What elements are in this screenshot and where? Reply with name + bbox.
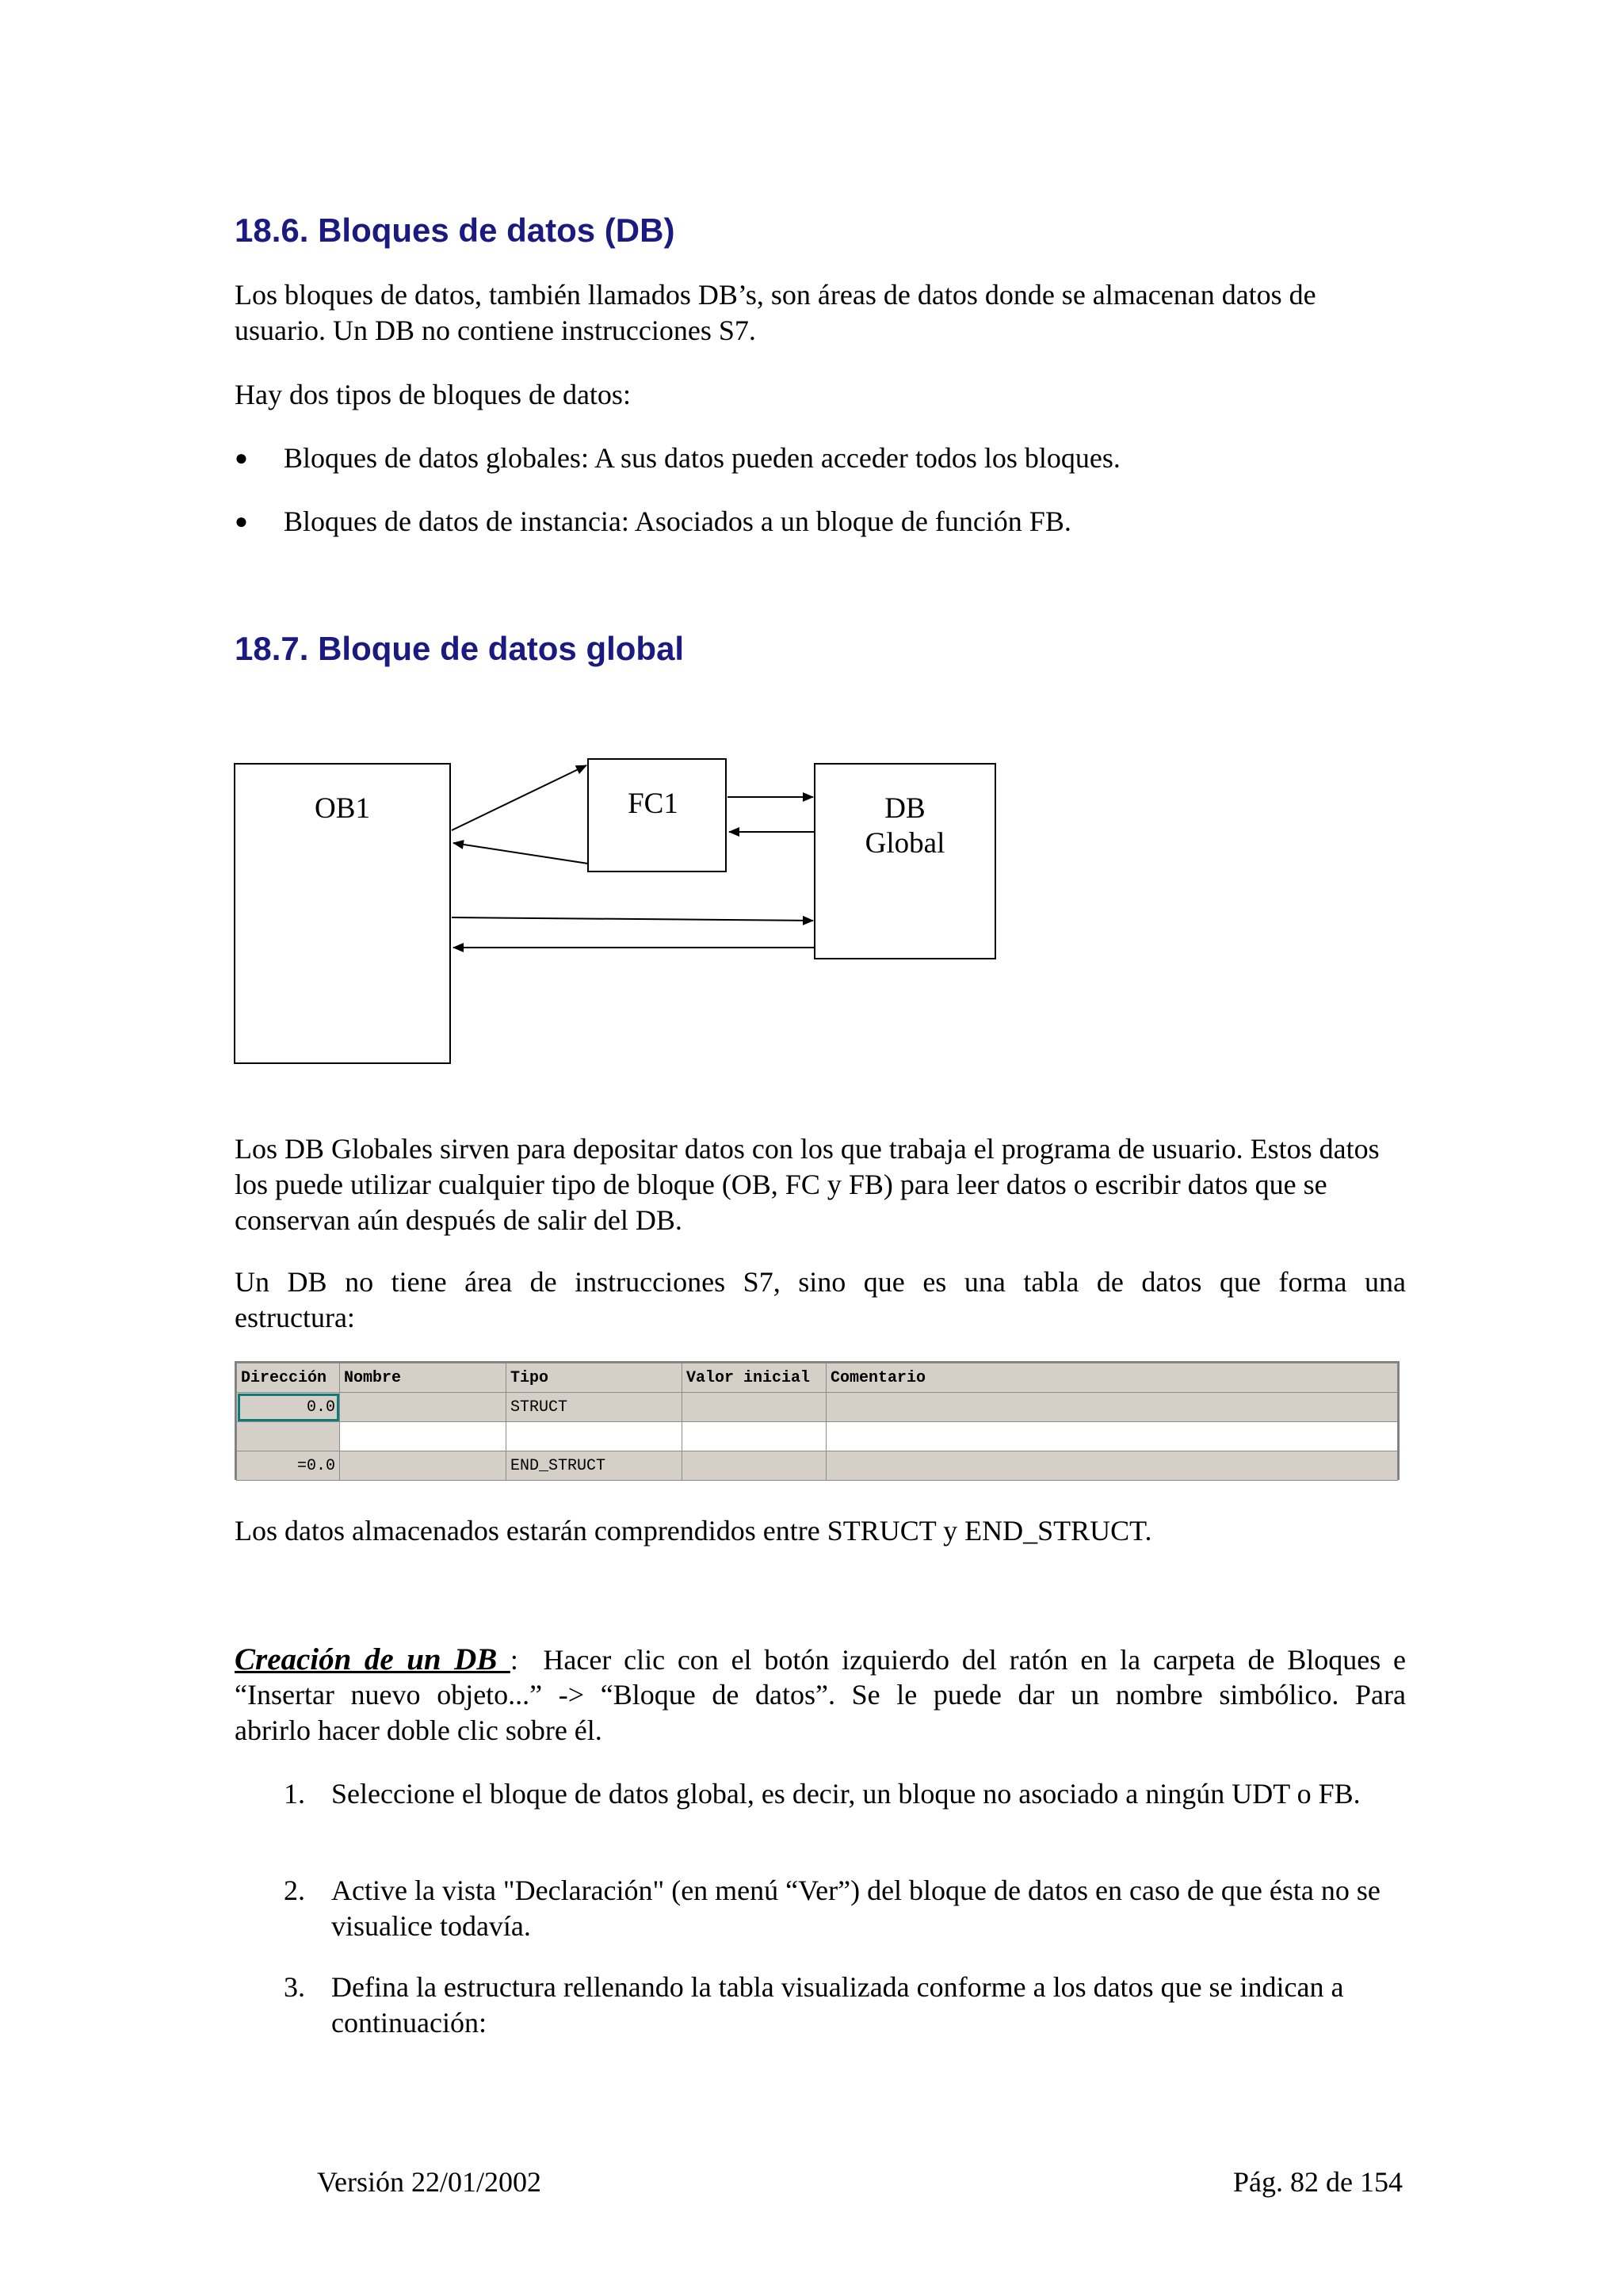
after-table-text: Los datos almacenados estarán comprendidos entre STRUCT y END_STRUCT. [235,1515,1152,1547]
block-diagram [230,753,1006,1070]
arrow-ob1-to-fc1 [452,765,586,830]
table-row[interactable] [237,1393,1398,1422]
bullet-dot: ● [235,446,248,471]
step-number: 1. [284,1778,305,1810]
table-cell-address[interactable]: =0.0 [237,1451,340,1481]
col-header-nombre: Nombre [340,1363,506,1393]
section2-para2-line1: Un DB no tiene área de instrucciones S7, sino que es una tabla de datos que forma una [235,1266,1406,1298]
creacion-text-line3: abrirlo hacer doble clic sobre él. [235,1714,602,1746]
footer-version: Versión 22/01/2002 [317,2166,541,2198]
table-header-row [237,1363,1398,1393]
table-cell-initial-value[interactable] [682,1422,827,1451]
creacion-text-line1: Hacer clic con el botón izquierdo del ratón en la carpeta de Bloques e [543,1644,1407,1676]
table-cell-type[interactable]: STRUCT [506,1393,682,1422]
section1-intro: Los bloques de datos, también llamados DB’s, son áreas de datos donde se almacenan datos de usuario. Un DB no contiene instrucciones S7. [235,279,1316,346]
creacion-line1 [235,1642,1406,1678]
creacion-colon: : [510,1644,518,1676]
table-row[interactable] [237,1451,1398,1481]
db-label-line1: DB [884,792,926,825]
arrow-ob1-to-db [452,917,813,921]
table-cell-name[interactable] [340,1422,506,1451]
table-cell-comment[interactable] [827,1393,1398,1422]
table-cell-comment[interactable] [827,1422,1398,1451]
step-number: 2. [284,1875,305,1906]
db-label-line2: Global [865,827,945,860]
db-declaration-table [235,1361,1400,1480]
col-header-comentario: Comentario [827,1363,1398,1393]
footer-page-number: Pág. 82 de 154 [1233,2166,1403,2198]
col-header-tipo: Tipo [506,1363,682,1393]
col-header-valor-inicial: Valor inicial [682,1363,827,1393]
bullet-text: Bloques de datos de instancia: Asociados a un bloque de función FB. [284,505,1071,537]
step-text: Defina la estructura rellenando la tabla visualizada conforme a los datos que se indican a continuación: [331,1971,1344,2039]
section2-para2-line2: estructura: [235,1302,355,1333]
table-cell-type[interactable]: END_STRUCT [506,1451,682,1481]
arrow-fc1-to-ob1 [453,843,588,864]
table-cell-name[interactable] [340,1393,506,1422]
creacion-text-line2: “Insertar nuevo objeto...” -> “Bloque de datos”. Se le puede dar un nombre simbólico. Para [235,1679,1406,1711]
ob1-label: OB1 [315,792,370,825]
table-cell-name[interactable] [340,1451,506,1481]
table-cell-comment[interactable] [827,1451,1398,1481]
table-cell-initial-value[interactable] [682,1393,827,1422]
section-title-18-7: 18.7. Bloque de datos global [235,630,685,667]
table-cell-initial-value[interactable] [682,1451,827,1481]
section-title-18-6: 18.6. Bloques de datos (DB) [235,212,675,249]
creacion-title: Creación de un DB [235,1642,510,1676]
table-row[interactable] [237,1422,1398,1451]
step-number: 3. [284,1971,305,2003]
table-cell-type[interactable] [506,1422,682,1451]
table-cell-address[interactable]: 0.0 [237,1393,340,1422]
bullet-dot: ● [235,509,248,534]
step-text: Active la vista "Declaración" (en menú “Ver”) del bloque de datos en caso de que ésta no se visualice todavía. [331,1875,1381,1942]
bullet-text: Bloques de datos globales: A sus datos pueden acceder todos los bloques. [284,442,1121,474]
col-header-direccion: Dirección [237,1363,340,1393]
fc1-label: FC1 [628,788,678,820]
step-text: Seleccione el bloque de datos global, es decir, un bloque no asociado a ningún UDT o FB. [331,1778,1361,1810]
section1-types-intro: Hay dos tipos de bloques de datos: [235,379,631,410]
table-cell-address[interactable] [237,1422,340,1451]
section2-para1: Los DB Globales sirven para depositar datos con los que trabaja el programa de usuario. Estos datos los puede utilizar cualquier tipo de bloque (OB, FC y FB) para leer datos o escribir datos que se conservan aún después de salir del DB. [235,1133,1380,1236]
